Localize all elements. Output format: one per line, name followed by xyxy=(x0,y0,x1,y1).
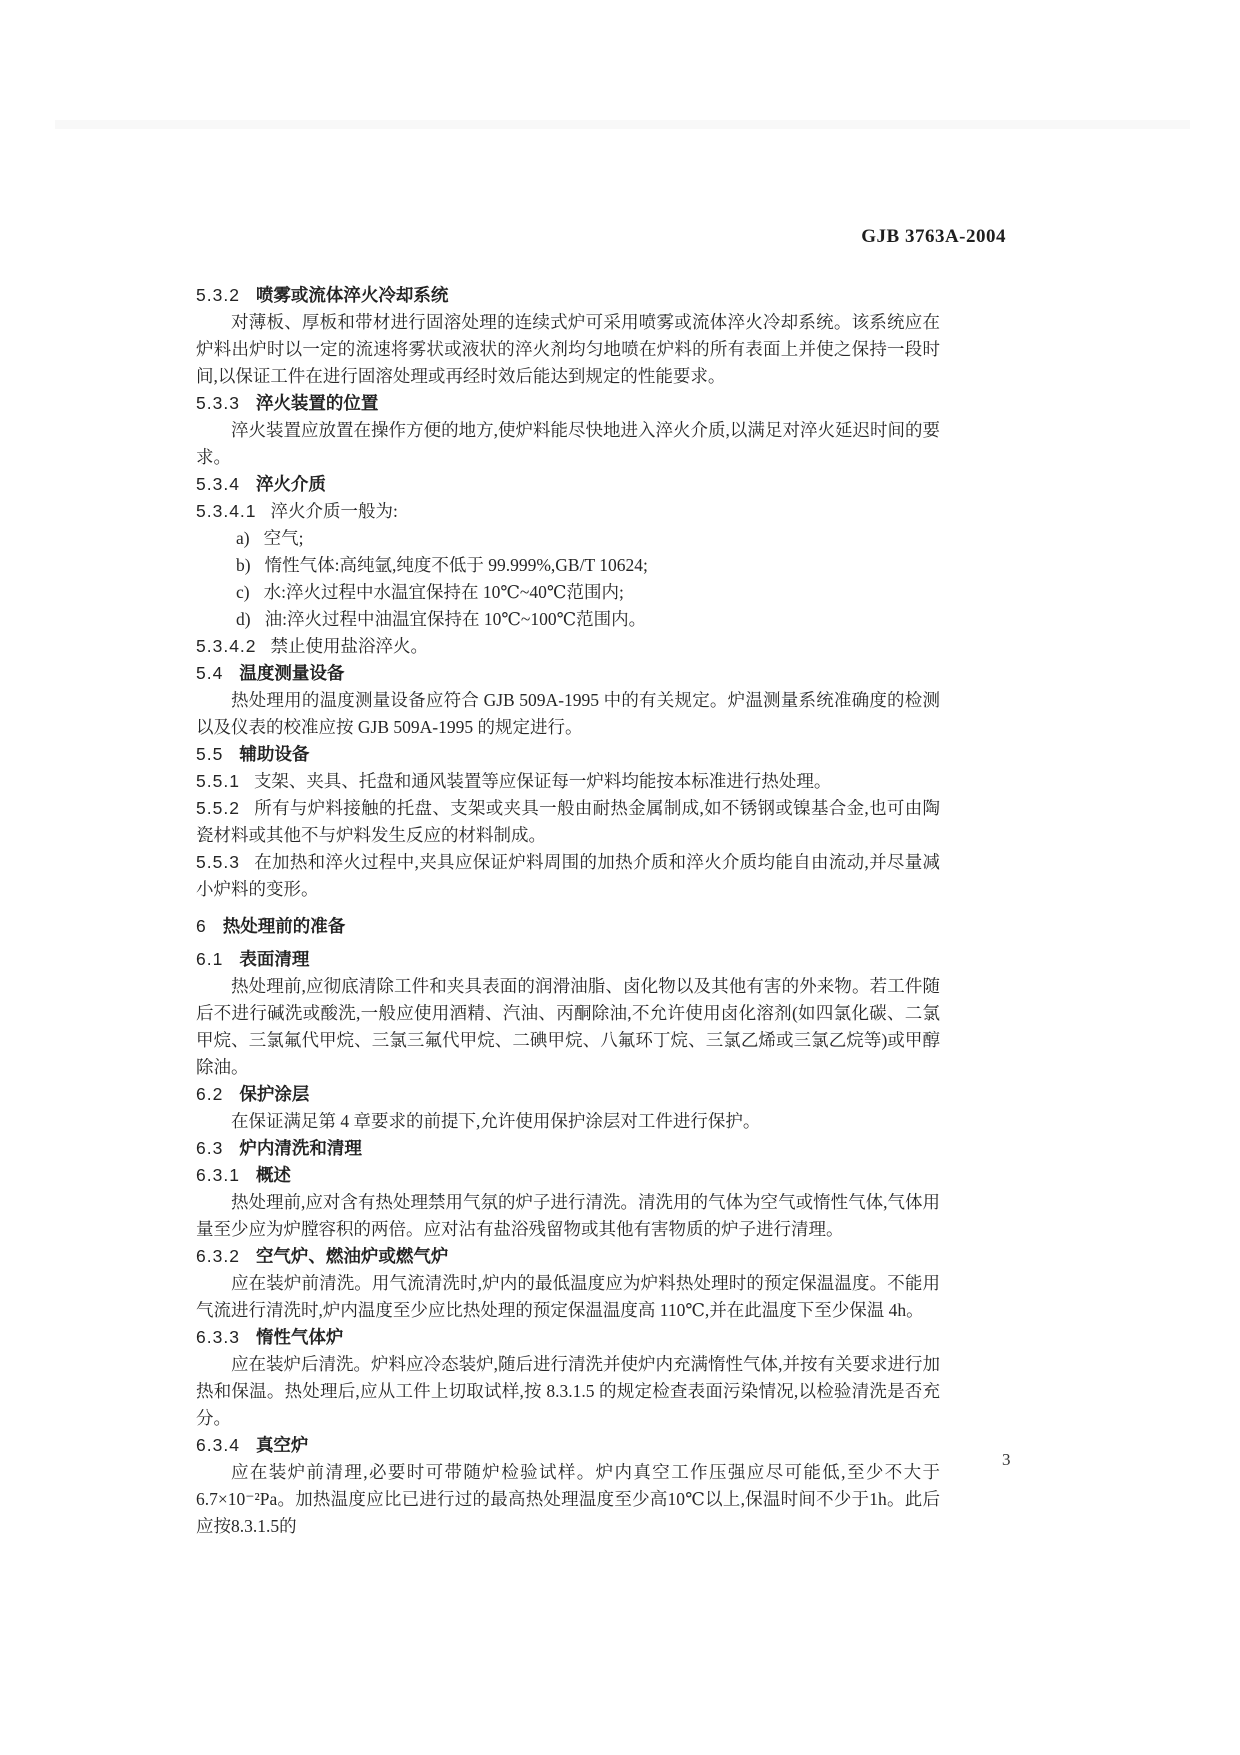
clause-number: 5.3.4.2 xyxy=(196,636,257,656)
clause-title: 惰性气体炉 xyxy=(255,1327,344,1347)
clause-5-5-2 xyxy=(196,795,940,849)
chapter-heading-6 xyxy=(196,913,940,940)
clause-5-5-3 xyxy=(196,849,940,903)
clause-title: 保护涂层 xyxy=(239,1084,310,1104)
clause-5-3-4-1 xyxy=(196,498,940,525)
clause-title: 喷雾或流体淬火冷却系统 xyxy=(255,285,449,305)
paragraph: 对薄板、厚板和带材进行固溶处理的连续式炉可采用喷雾或流体淬火冷却系统。该系统应在炉料出炉时以一定的流速将雾状或液状的淬火剂均匀地喷在炉料的所有表面上并使之保持一段时间,以保证工件在进行固溶处理或再经时效后能达到规定的性能要求。 xyxy=(196,312,940,386)
heading-6-3-1 xyxy=(196,1162,940,1189)
clause-text: 淬火介质一般为: xyxy=(270,501,398,521)
clause-number: 6.1 xyxy=(196,949,224,969)
clause-number: 6.3.2 xyxy=(196,1246,240,1266)
list-text: 水:淬火过程中水温宜保持在 10℃~40℃范围内; xyxy=(263,582,624,602)
clause-text: 支架、夹具、托盘和通风装置等应保证每一炉料均能按本标准进行热处理。 xyxy=(253,771,832,791)
heading-5-4 xyxy=(196,660,940,687)
clause-number: 5.5 xyxy=(196,744,224,764)
clause-number: 5.3.3 xyxy=(196,393,240,413)
paragraph: 应在装炉前清理,必要时可带随炉检验试样。炉内真空工作压强应尽可能低,至少不大于6.7×10⁻²Pa。加热温度应比已进行过的最高热处理温度至少高10℃以上,保温时间不少于1h。此后应按8.3.1.5的 xyxy=(196,1462,940,1536)
list-text: 惰性气体:高纯氩,纯度不低于 99.999%,GB/T 10624; xyxy=(264,555,648,575)
heading-6-3 xyxy=(196,1135,940,1162)
clause-title: 温度测量设备 xyxy=(239,663,345,683)
list-text: 油:淬火过程中油温宜保持在 10℃~100℃范围内。 xyxy=(264,609,647,629)
clause-number: 5.5.3 xyxy=(196,852,240,872)
paragraph: 在保证满足第 4 章要求的前提下,允许使用保护涂层对工件进行保护。 xyxy=(231,1111,761,1131)
clause-number: 6.2 xyxy=(196,1084,224,1104)
clause-title: 辅助设备 xyxy=(239,744,310,764)
clause-number: 6.3 xyxy=(196,1138,224,1158)
heading-6-3-3 xyxy=(196,1324,940,1351)
clause-number: 5.5.1 xyxy=(196,771,240,791)
standard-number: GJB 3763A-2004 xyxy=(861,226,1006,247)
clause-number: 5.3.4.1 xyxy=(196,501,257,521)
paragraph: 热处理用的温度测量设备应符合 GJB 509A-1995 中的有关规定。炉温测量系统准确度的检测以及仪表的校准应按 GJB 509A-1995 的规定进行。 xyxy=(196,690,940,737)
list-item xyxy=(236,579,940,606)
heading-5-5 xyxy=(196,741,940,768)
list-label: a) xyxy=(236,528,250,548)
clause-title: 空气炉、燃油炉或燃气炉 xyxy=(255,1246,449,1266)
clause-title: 概述 xyxy=(255,1165,291,1185)
heading-6-1 xyxy=(196,946,940,973)
list-item xyxy=(236,552,940,579)
list-item xyxy=(236,525,940,552)
quench-media-list xyxy=(196,525,940,633)
clause-text: 禁止使用盐浴淬火。 xyxy=(270,636,429,656)
chapter-number: 6 xyxy=(196,916,207,936)
list-label: d) xyxy=(236,609,251,629)
paragraph: 热处理前,应彻底清除工件和夹具表面的润滑油脂、卤化物以及其他有害的外来物。若工件随后不进行碱洗或酸洗,一般应使用酒精、汽油、丙酮除油,不允许使用卤化溶剂(如四氯化碳、二氯甲烷、三氯氟代甲烷、三氯三氟代甲烷、二碘甲烷、八氟环丁烷、三氯乙烯或三氯乙烷等)或甲醇除油。 xyxy=(196,976,940,1077)
paragraph: 热处理前,应对含有热处理禁用气氛的炉子进行清洗。清洗用的气体为空气或惰性气体,气体用量至少应为炉膛容积的两倍。应对沾有盐浴残留物或其他有害物质的炉子进行清理。 xyxy=(196,1192,940,1239)
clause-title: 真空炉 xyxy=(255,1435,309,1455)
list-item xyxy=(236,606,940,633)
clause-number: 6.3.1 xyxy=(196,1165,240,1185)
paragraph: 淬火装置应放置在操作方便的地方,使炉料能尽快地进入淬火介质,以满足对淬火延迟时间的要求。 xyxy=(196,420,940,467)
clause-title: 炉内清洗和清理 xyxy=(239,1138,362,1158)
heading-5-3-4 xyxy=(196,471,940,498)
paragraph: 应在装炉前清洗。用气流清洗时,炉内的最低温度应为炉料热处理时的预定保温温度。不能用气流进行清洗时,炉内温度至少应比热处理的预定保温温度高 110℃,并在此温度下至少保温 4h。 xyxy=(196,1273,940,1320)
clause-number: 5.3.2 xyxy=(196,285,240,305)
clause-5-5-1 xyxy=(196,768,940,795)
list-label: b) xyxy=(236,555,251,575)
heading-6-3-4 xyxy=(196,1432,940,1459)
clause-title: 淬火介质 xyxy=(255,474,326,494)
heading-5-3-2 xyxy=(196,282,940,309)
clause-text: 在加热和淬火过程中,夹具应保证炉料周围的加热介质和淬火介质均能自由流动,并尽量减小炉料的变形。 xyxy=(196,852,940,899)
clause-title: 表面清理 xyxy=(239,949,310,969)
scan-artifact-band xyxy=(55,120,1190,129)
clause-number: 6.3.4 xyxy=(196,1435,240,1455)
heading-5-3-3 xyxy=(196,390,940,417)
heading-6-3-2 xyxy=(196,1243,940,1270)
clause-number: 5.3.4 xyxy=(196,474,240,494)
clause-text: 所有与炉料接触的托盘、支架或夹具一般由耐热金属制成,如不锈钢或镍基合金,也可由陶瓷材料或其他不与炉料发生反应的材料制成。 xyxy=(196,798,940,845)
paragraph: 应在装炉后清洗。炉料应冷态装炉,随后进行清洗并使炉内充满惰性气体,并按有关要求进行加热和保温。热处理后,应从工件上切取试样,按 8.3.1.5 的规定检查表面污染情况,以检验清洗是否充分。 xyxy=(196,1354,940,1428)
page-number: 3 xyxy=(1002,1450,1011,1469)
list-text: 空气; xyxy=(263,528,304,548)
clause-5-3-4-2 xyxy=(196,633,940,660)
clause-number: 5.5.2 xyxy=(196,798,240,818)
clause-number: 5.4 xyxy=(196,663,224,683)
clause-number: 6.3.3 xyxy=(196,1327,240,1347)
clause-title: 淬火装置的位置 xyxy=(255,393,379,413)
document-body xyxy=(196,282,940,1540)
heading-6-2 xyxy=(196,1081,940,1108)
chapter-title: 热处理前的准备 xyxy=(222,916,346,936)
list-label: c) xyxy=(236,582,250,602)
